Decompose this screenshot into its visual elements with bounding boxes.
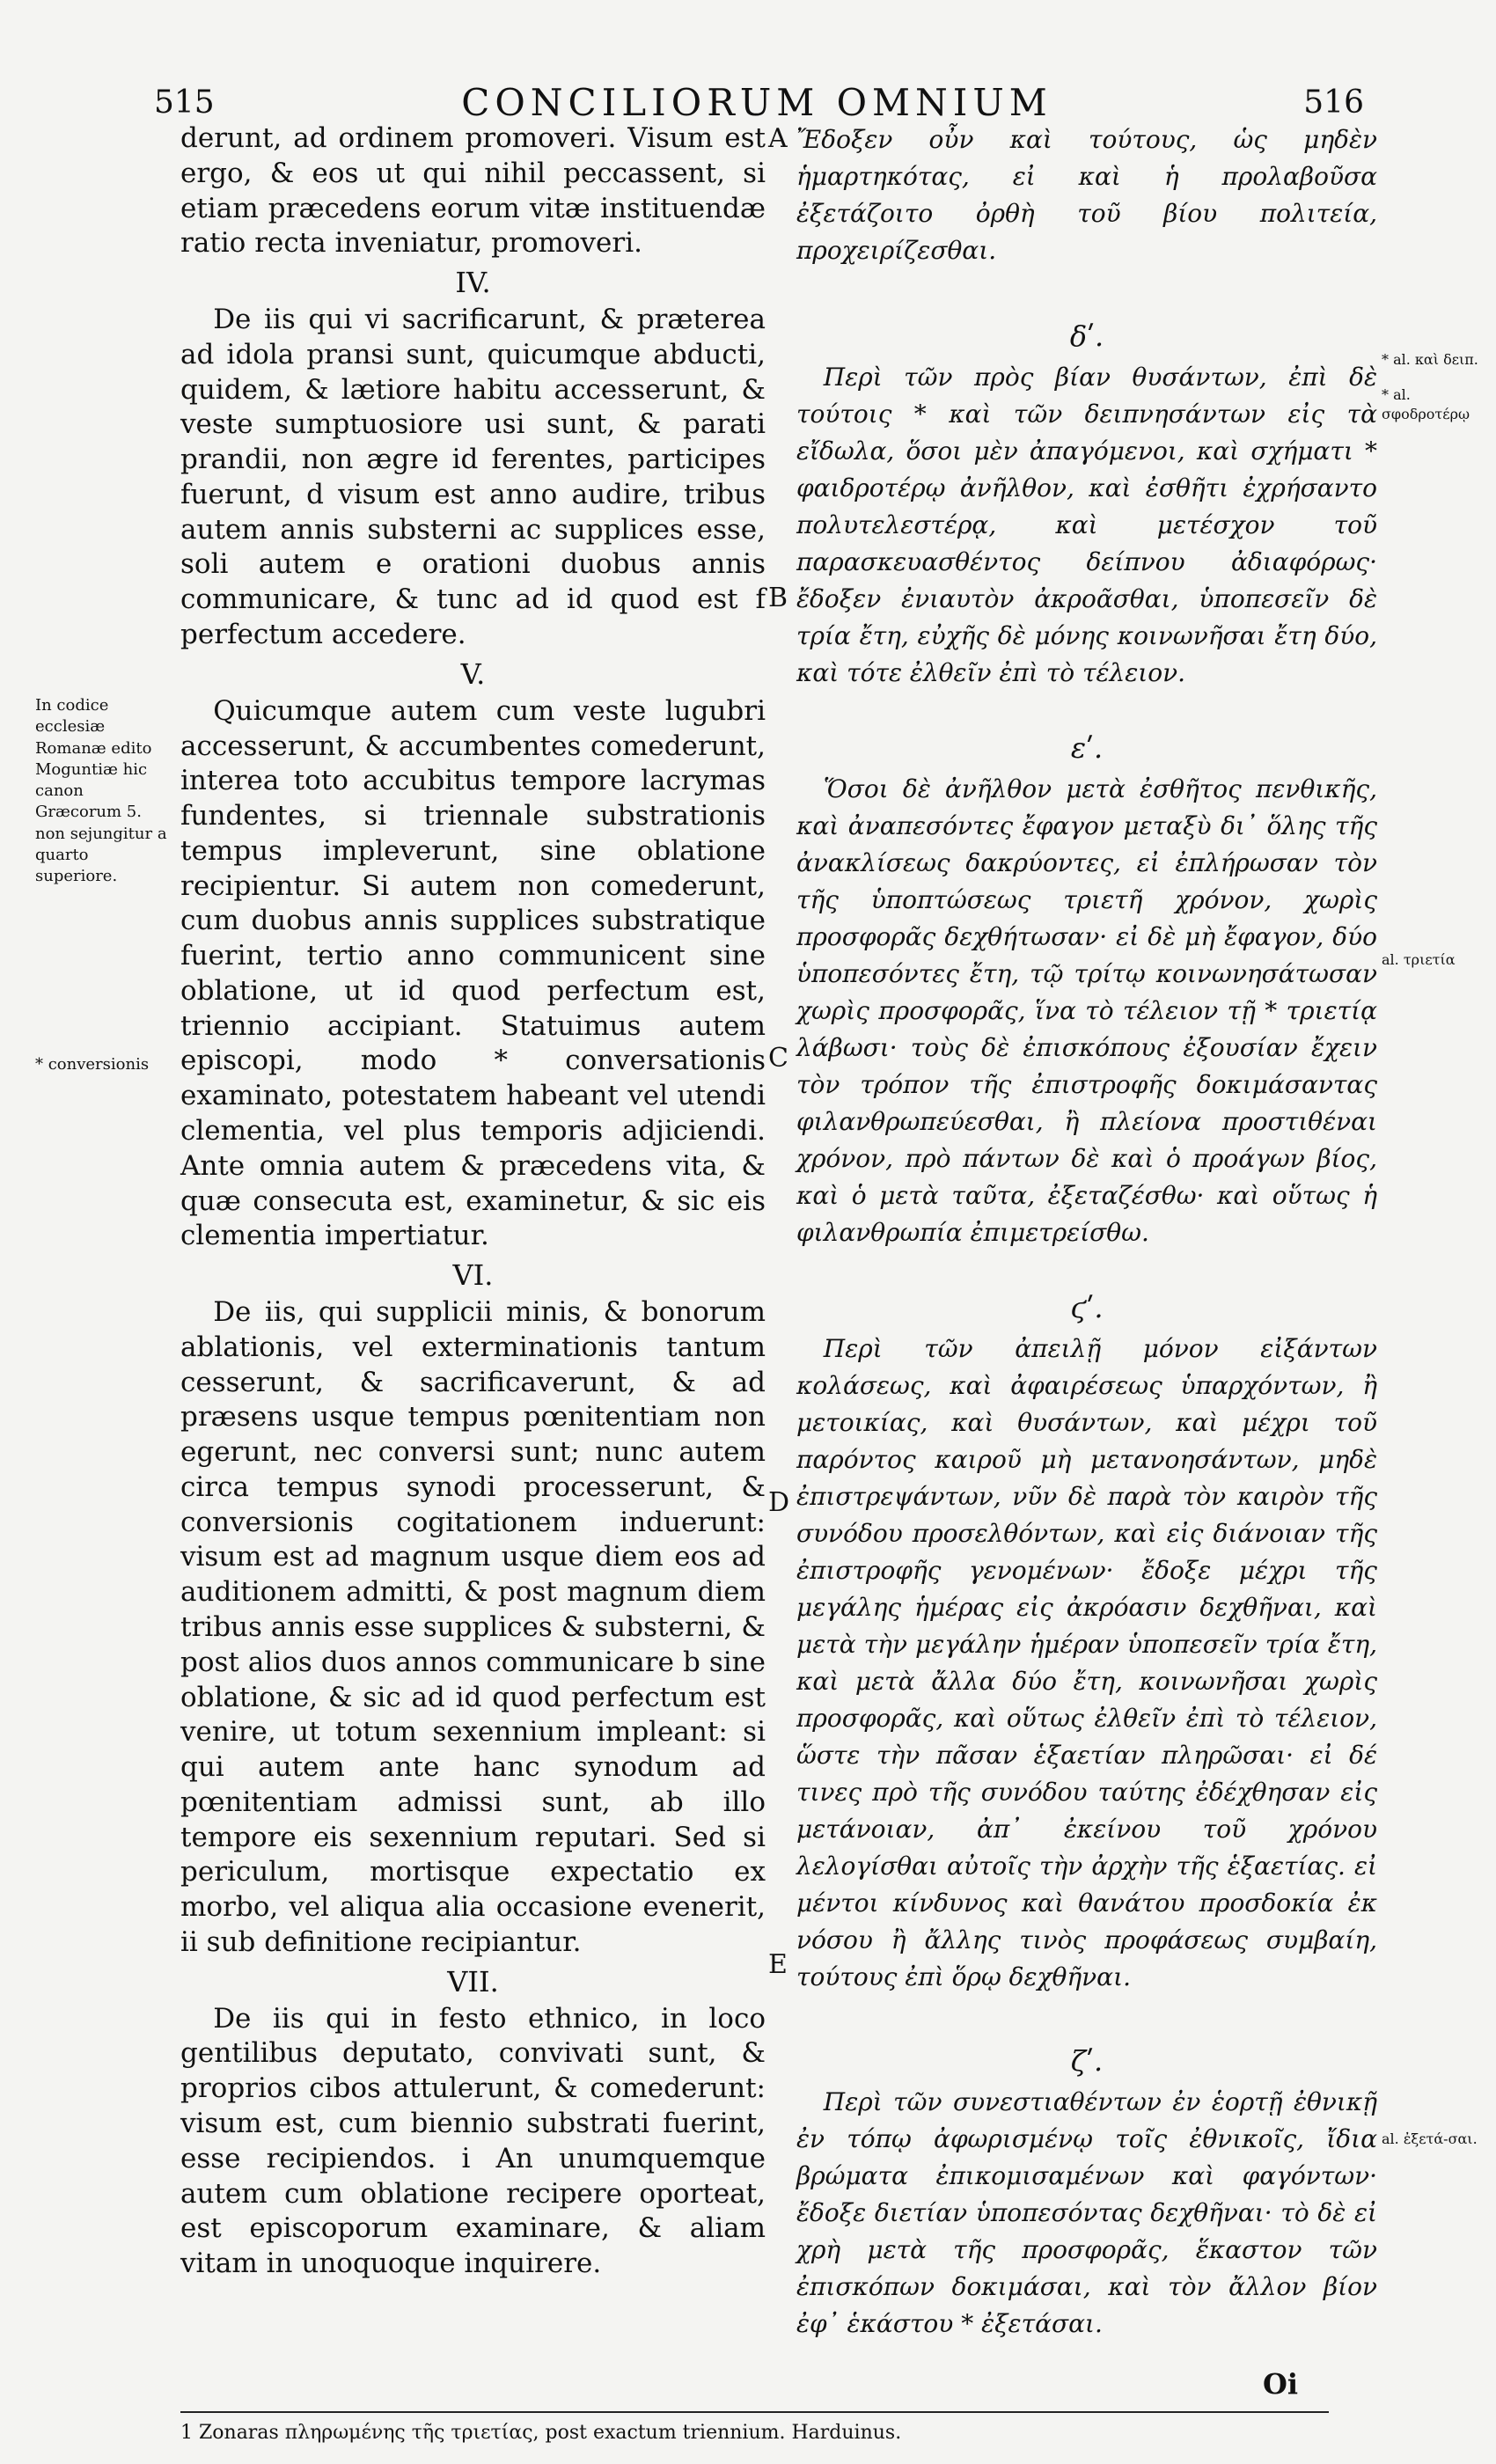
- margin-note-variant-3: al. τριετία: [1382, 951, 1456, 968]
- greek-canon-heading: δʹ.: [1069, 319, 1104, 353]
- greek-column: [796, 121, 1377, 2343]
- greek-canon-4: [796, 315, 1377, 692]
- latin-column: [180, 121, 766, 2282]
- catchword: Oi: [1263, 2367, 1299, 2401]
- page-number-right: 516: [1303, 84, 1364, 121]
- latin-canon-iv: [180, 265, 766, 653]
- section-marker-d: D: [768, 1487, 790, 1518]
- latin-text: derunt, ad ordinem promoveri. Visum est ergo, & eos ut qui nihil peccassent, si etiam præcedens eorum vitæ instituendæ ratio recta inveniatur, promoveri.: [180, 122, 766, 260]
- section-marker-e: E: [768, 1949, 788, 1980]
- footnote: 1 Zonaras πληρωμένης τῆς τριετίας, post exactum triennium. Harduinus.: [180, 2422, 902, 2444]
- greek-text: Περὶ τῶν ἀπειλῇ μόνον εἰξάντων κολάσεως, καὶ ἀφαιρέσεως ὑπαρχόντων, ἢ μετοικίας, καὶ θυσάντων, καὶ μέχρι τοῦ παρόντος καιροῦ μὴ μετανοησάντων, μηδὲ ἐπιστρεψάντων, νῦν δὲ παρὰ τὸν καιρὸν τῆς συνόδου προσελθόντων, καὶ εἰς διάνοιαν τῆς ἐπιστροφῆς γενομένων· ἔδοξε μέχρι τῆς μεγάλης ἡμέρας εἰς ἀκρόασιν δεχθῆναι, καὶ μετὰ τὴν μεγάλην ἡμέραν ὑποπεσεῖν τρία ἔτη, καὶ μετὰ ἄλλα δύο ἔτη, κοινωνῆσαι χωρὶς προσφορᾶς, καὶ οὕτως ἐλθεῖν ἐπὶ τὸ τέλειον, ὥστε τὴν πᾶσαν ἑξαετίαν πληρῶσαι· εἰ δέ τινες πρὸ τῆς συνόδου ταύτης ἐδέχθησαν εἰς μετάνοιαν, ἀπ᾽ ἐκείνου τοῦ χρόνου λελογίσθαι αὐτοῖς τὴν ἀρχὴν τῆς ἑξαετίας. εἰ μέντοι κίνδυνος καὶ θανάτου προσδοκία ἐκ νόσου ἢ ἄλλης τινὸς προφάσεως συμβαίη, τούτους ἐπὶ ὅρῳ δεχθῆναι.: [796, 1334, 1377, 1991]
- greek-canon-6: [796, 1287, 1377, 1996]
- greek-canon-heading: ζʹ.: [1070, 2044, 1104, 2078]
- latin-canon-vii: [180, 1964, 766, 2282]
- greek-canon-7: [796, 2040, 1377, 2343]
- footnote-rule: [180, 2411, 1329, 2413]
- page-number-left: 515: [154, 84, 215, 121]
- margin-note-variant-2: * al. σφοδροτέρῳ: [1382, 386, 1470, 422]
- greek-canon-heading: ϛʹ.: [1070, 1291, 1104, 1324]
- greek-section-continuation: [796, 121, 1377, 269]
- latin-text: Quicumque autem cum veste lugubri accesserunt, & accumbentes comederunt, interea toto accubitus tempore lacrymas fundentes, si triennale substrationis tempus impleverunt, sine oblatione recipientur. Si autem non comederunt, cum duobus annis supplices substratique fuerint, tertio anno communicent sine oblatione, ut id quod perfectum est, triennio accipiant. Statuimus autem episcopi, modo * conversationis examinato, potestatem habeant vel utendi clementia, vel plus temporis adjiciendi. Ante omnia autem & præcedens vita, & quæ consecuta est, examinetur, & sic eis clementia impertiatur.: [180, 694, 766, 1252]
- latin-canon-heading: VII.: [447, 1964, 499, 1998]
- section-marker-c: C: [768, 1043, 788, 1074]
- latin-text: De iis qui in festo ethnico, in loco gentilibus deputato, convivati sunt, & proprios cibos attulerunt, & comederunt: visum est, cum biennio substrati fuerint, esse recipiendos. i An unumquemque autem cum oblatione recipere oporteat, est episcoporum examinare, & aliam vitam in unoquoque inquirere.: [180, 2002, 766, 2280]
- latin-text: De iis, qui supplicii minis, & bonorum ablationis, vel exterminationis tantum cesserunt, & sacrificaverunt, & ad præsens usque tempus pœnitentiam non egerunt, nec conversi sunt; nunc autem circa tempus synodi processerunt, & conversionis cogitationem induerunt: visum est ad magnum usque diem eos ad auditionem admitti, & post magnum diem tribus annis esse supplices & substerni, & post alios duos annos communicare b sine oblatione, & sic ad id quod perfectum est venire, ut totum sexennium impleant: si qui autem ante hanc synodum ad pœnitentiam admissi sunt, ab illo tempore eis sexennium reputari. Sed si periculum, mortisque expectatio ex morbo, vel aliqua alia occasione evenerit, ii sub definitione recipiantur.: [180, 1296, 766, 1958]
- margin-note-codex: In codice ecclesiæ Romanæ edito Moguntiæ hic canon Græcorum 5. non sejungitur a quarto superiore.: [35, 696, 167, 886]
- greek-text: Ὅσοι δὲ ἀνῆλθον μετὰ ἐσθῆτος πενθικῆς, καὶ ἀναπεσόντες ἔφαγον μεταξὺ δι᾽ ὅλης τῆς ἀνακλίσεως δακρύοντες, εἰ ἐπλήρωσαν τὸν τῆς ὑποπτώσεως τριετῆ χρόνον, χωρὶς προσφορᾶς δεχθήτωσαν· εἰ δὲ μὴ ἔφαγον, δύο ὑποπεσόντες ἔτη, τῷ τρίτῳ κοινωνησάτωσαν χωρὶς προσφορᾶς, ἵνα τὸ τέλειον τῇ * τριετίᾳ λάβωσι· τοὺς δὲ ἐπισκόπους ἐξουσίαν ἔχειν τὸν τρόπον τῆς ἐπιστροφῆς δοκιμάσαντας φιλανθρωπεύεσθαι, ἢ πλείονα προστιθέναι χρόνον, πρὸ πάντων δὲ καὶ ὁ προάγων βίος, καὶ ὁ μετὰ ταῦτα, ἐξεταζέσθω· καὶ οὕτως ἡ φιλανθρωπία ἐπιμετρείσθω.: [796, 774, 1377, 1247]
- running-title: CONCILIORUM OMNIUM: [461, 81, 1052, 124]
- greek-canon-heading: εʹ.: [1070, 731, 1104, 765]
- latin-canon-heading: IV.: [455, 266, 491, 300]
- margin-note-variant-4: al. ἐξετά-σαι.: [1382, 2130, 1478, 2147]
- section-marker-a: A: [768, 123, 788, 154]
- greek-text: Περὶ τῶν πρὸς βίαν θυσάντων, ἐπὶ δὲ τούτοις * καὶ τῶν δειπνησάντων εἰς τὰ εἴδωλα, ὅσοι μὲν ἀπαγόμενοι, καὶ σχήματι * φαιδροτέρῳ ἀνῆλθον, καὶ ἐσθῆτι ἐχρήσαντο πολυτελεστέρᾳ, καὶ μετέσχον τοῦ παρασκευασθέντος δείπνου ἀδιαφόρως· ἔδοξεν ἐνιαυτὸν ἀκροᾶσθαι, ὑποπεσεῖν δὲ τρία ἔτη, εὐχῆς δὲ μόνης κοινωνῆσαι ἔτη δύο, καὶ τότε ἐλθεῖν ἐπὶ τὸ τέλειον.: [796, 363, 1377, 687]
- greek-canon-5: [796, 727, 1377, 1251]
- latin-canon-heading: VI.: [452, 1258, 494, 1293]
- greek-text: Ἔδοξεν οὖν καὶ τούτους, ὡς μηδὲν ἡμαρτηκότας, εἰ καὶ ἡ προλαβοῦσα ἐξετάζοιτο ὀρθὴ τοῦ βίου πολιτεία, προχειρίζεσθαι.: [796, 125, 1377, 265]
- latin-canon-vi: [180, 1258, 766, 1961]
- latin-text: De iis qui vi sacrificarunt, & præterea ad idola pransi sunt, quicumque abducti, quidem, & lætiore habitu accesserunt, & veste sumptuosiore usi sunt, & parati prandii, non ægre id ferentes, participes fuerunt, d visum est anno audire, tribus autem annis substerni ac supplices esse, soli autem e orationi duobus annis communicare, & tunc ad id quod est f perfectum accedere.: [180, 304, 766, 650]
- latin-section-continuation: [180, 121, 766, 261]
- greek-text: Περὶ τῶν συνεστιαθέντων ἐν ἑορτῇ ἐθνικῇ ἐν τόπῳ ἀφωρισμένῳ τοῖς ἐθνικοῖς, ἴδια βρώματα ἐπικομισαμένων καὶ φαγόντων· ἔδοξε διετίαν ὑποπεσόντας δεχθῆναι· τὸ δὲ εἰ χρὴ μετὰ τῆς προσφορᾶς, ἕκαστον τῶν ἐπισκόπων δοκιμάσαι, καὶ τὸν ἄλλον βίον ἐφ᾽ ἑκάστου * ἐξετάσαι.: [796, 2087, 1377, 2338]
- latin-canon-heading: V.: [460, 656, 486, 691]
- margin-note-conversionis: * conversionis: [35, 1055, 150, 1074]
- margin-note-variant-1: * al. καὶ δειπ.: [1382, 351, 1478, 368]
- section-marker-b: B: [768, 583, 788, 613]
- latin-canon-v: [180, 656, 766, 1254]
